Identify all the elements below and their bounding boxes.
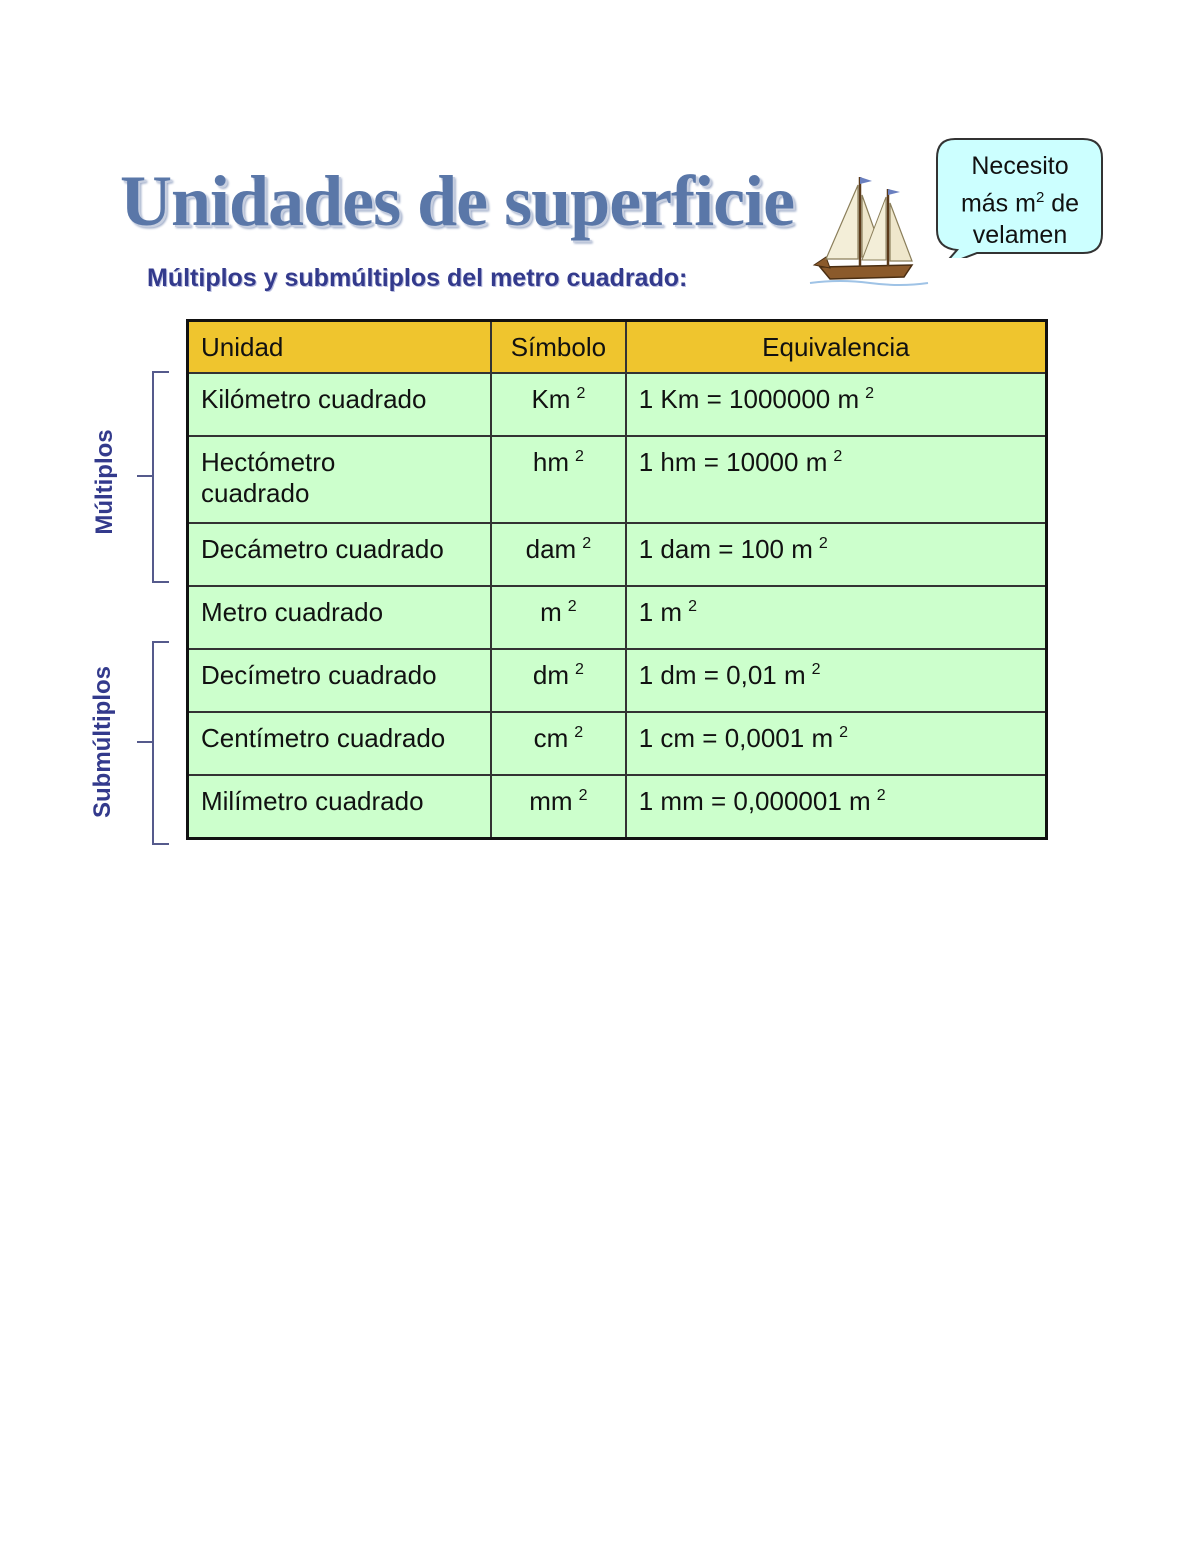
table-row: [188, 775, 1047, 839]
table-row: [188, 712, 1047, 775]
table-row: [188, 649, 1047, 712]
table-row: [188, 586, 1047, 649]
table-row: [188, 373, 1047, 436]
bubble-line-2: más $m^2$ de: [960, 189, 1080, 218]
header-equivalence: Equivalencia: [626, 321, 1047, 374]
unit-cell: Hectómetro cuadrado: [188, 436, 492, 523]
sailboat-illustration: [800, 165, 930, 295]
symbol-cell: m $^2$: [491, 586, 626, 649]
multiples-bracket: [135, 370, 175, 586]
unit-cell: Centímetro cuadrado: [188, 712, 492, 775]
header-unit: Unidad: [188, 321, 492, 374]
unit-cell: Kilómetro cuadrado: [188, 373, 492, 436]
unit-cell: Decámetro cuadrado: [188, 523, 492, 586]
unit-cell: Decímetro cuadrado: [188, 649, 492, 712]
units-table: [186, 319, 1048, 840]
equivalence-cell: 1 Km = 1000000 m $^2$: [626, 373, 1047, 436]
unit-cell: Metro cuadrado: [188, 586, 492, 649]
unit-cell: Milímetro cuadrado: [188, 775, 492, 839]
symbol-cell: cm $^2$: [491, 712, 626, 775]
page-title: Unidades de superficie: [120, 161, 795, 241]
equivalence-cell: 1 cm = 0,0001 m $^2$: [626, 712, 1047, 775]
symbol-cell: dm $^2$: [491, 649, 626, 712]
header-symbol: Símbolo: [491, 321, 626, 374]
equivalence-cell: 1 mm = 0,000001 m $^2$: [626, 775, 1047, 839]
speech-bubble-text: [942, 150, 1098, 251]
symbol-cell: hm $^2$: [491, 436, 626, 523]
symbol-cell: mm $^2$: [491, 775, 626, 839]
equivalence-cell: 1 dam = 100 m $^2$: [626, 523, 1047, 586]
table-header-row: [188, 321, 1047, 374]
bubble-line-3: velamen: [972, 221, 1068, 250]
multiples-label: Múltiplos: [91, 429, 118, 535]
submultiples-label: Submúltiplos: [89, 666, 116, 818]
equivalence-cell: 1 dm = 0,01 m $^2$: [626, 649, 1047, 712]
symbol-cell: dam $^2$: [491, 523, 626, 586]
submultiples-bracket: [135, 640, 175, 848]
equivalence-cell: 1 m $^2$: [626, 586, 1047, 649]
bubble-line-1: Necesito: [971, 152, 1069, 180]
table-row: [188, 436, 1047, 523]
page-subtitle: Múltiplos y submúltiplos del metro cuadrado:: [147, 264, 688, 292]
table-row: [188, 523, 1047, 586]
symbol-cell: Km $^2$: [491, 373, 626, 436]
equivalence-cell: 1 hm = 10000 m $^2$: [626, 436, 1047, 523]
